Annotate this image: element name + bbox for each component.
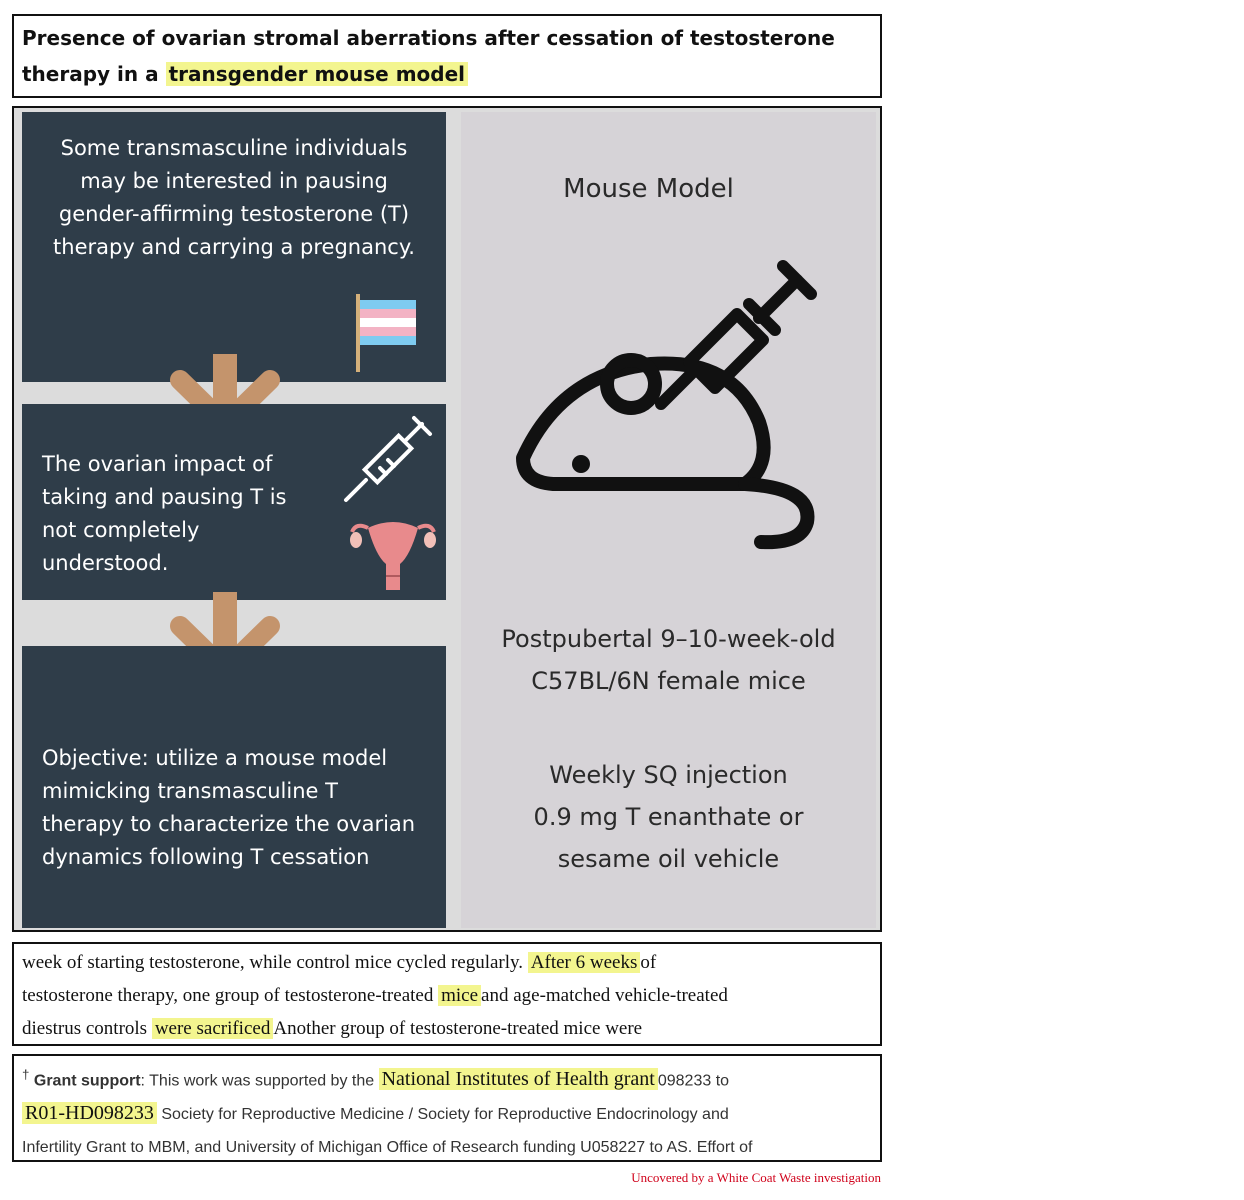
mouse-model-title: Mouse Model bbox=[563, 174, 734, 204]
panel-objective bbox=[22, 646, 446, 928]
title-line-2 bbox=[22, 56, 872, 92]
mouse-syringe-icon bbox=[501, 252, 841, 552]
excerpt-box bbox=[12, 942, 882, 1046]
title-box bbox=[12, 14, 882, 98]
panel1-line: may be interested in pausing bbox=[80, 169, 388, 193]
excerpt-line-2 bbox=[22, 979, 872, 1012]
excerpt-text: week of starting testosterone, while control mice cycled regularly. bbox=[22, 952, 524, 973]
graphical-abstract bbox=[12, 106, 1244, 932]
panel2-line: taking and pausing T is bbox=[42, 485, 287, 509]
grant-box bbox=[12, 1054, 882, 1162]
grant-text: Society for Reproductive Medicine / Society for Reproductive Endocrinology and bbox=[161, 1106, 729, 1124]
excerpt-text: and age-matched vehicle-treated bbox=[481, 985, 728, 1006]
grant-line-1 bbox=[22, 1058, 872, 1097]
panel1-line: gender-affirming testosterone (T) bbox=[58, 202, 410, 226]
panel3-line: dynamics following T cessation bbox=[42, 845, 370, 869]
mice-line: C57BL/6N female mice bbox=[531, 667, 806, 695]
excerpt-text: Another group of testosterone-treated mice were bbox=[273, 1018, 643, 1039]
panel3-line: therapy to characterize the ovarian bbox=[42, 812, 416, 836]
watermark-line: WHITE COAT bbox=[1155, 122, 1233, 170]
syringe-icon bbox=[340, 416, 440, 506]
panel3-line: mimicking transmasculine T bbox=[42, 779, 338, 803]
watermark-line: WASTE bbox=[1158, 171, 1229, 192]
panel-motivation bbox=[22, 112, 446, 382]
panel-problem bbox=[22, 404, 446, 600]
credit-text: Uncovered by a White Coat Waste investigation bbox=[631, 1170, 881, 1185]
grant-text: 098233 to bbox=[657, 1072, 730, 1090]
grant-text: : This work was supported by the bbox=[140, 1072, 375, 1090]
excerpt-highlight: After 6 weeks bbox=[528, 952, 641, 973]
injection-line: sesame oil vehicle bbox=[557, 845, 780, 873]
panel1-line: therapy and carrying a pregnancy. bbox=[53, 235, 415, 259]
grant-highlight: R01-HD098233 bbox=[22, 1102, 157, 1124]
title-prefix: therapy in a bbox=[22, 62, 159, 86]
excerpt-text: diestrus controls bbox=[22, 1018, 148, 1039]
grant-label: Grant support bbox=[33, 1072, 141, 1090]
watermark bbox=[1143, 122, 1244, 218]
watermark-line: PROJECT bbox=[1143, 194, 1244, 218]
panel1-line: Some transmasculine individuals bbox=[60, 136, 408, 160]
excerpt-line-3 bbox=[22, 1012, 872, 1045]
title-line-1: Presence of ovarian stromal aberrations after cessation of testosterone bbox=[22, 26, 835, 50]
injection-line: Weekly SQ injection bbox=[549, 761, 788, 789]
grant-line-2 bbox=[22, 1097, 872, 1131]
excerpt-highlight: mice bbox=[438, 985, 481, 1006]
panel2-line: not completely bbox=[42, 518, 200, 542]
panel2-line: The ovarian impact of bbox=[42, 452, 273, 476]
excerpt-line-1 bbox=[22, 946, 872, 979]
uterus-icon bbox=[348, 510, 438, 596]
transgender-flag-icon bbox=[352, 290, 424, 374]
excerpt-highlight: were sacrificed bbox=[152, 1018, 274, 1039]
panel2-line: understood. bbox=[42, 551, 169, 575]
panel-mouse-model bbox=[461, 112, 1244, 928]
grant-highlight: National Institutes of Health grant bbox=[379, 1068, 658, 1090]
title-highlight: transgender mouse model bbox=[166, 62, 468, 86]
excerpt-text: of bbox=[640, 952, 657, 973]
injection-line: 0.9 mg T enanthate or bbox=[533, 803, 804, 831]
mice-line: Postpubertal 9–10-week-old bbox=[501, 625, 836, 653]
dagger-mark: † bbox=[22, 1067, 30, 1082]
panel3-line: Objective: utilize a mouse model bbox=[42, 746, 388, 770]
grant-line-3: Infertility Grant to MBM, and University of Michigan Office of Research funding U058227 to AS. Effort of bbox=[22, 1139, 753, 1157]
excerpt-text: testosterone therapy, one group of testosterone-treated bbox=[22, 985, 434, 1006]
